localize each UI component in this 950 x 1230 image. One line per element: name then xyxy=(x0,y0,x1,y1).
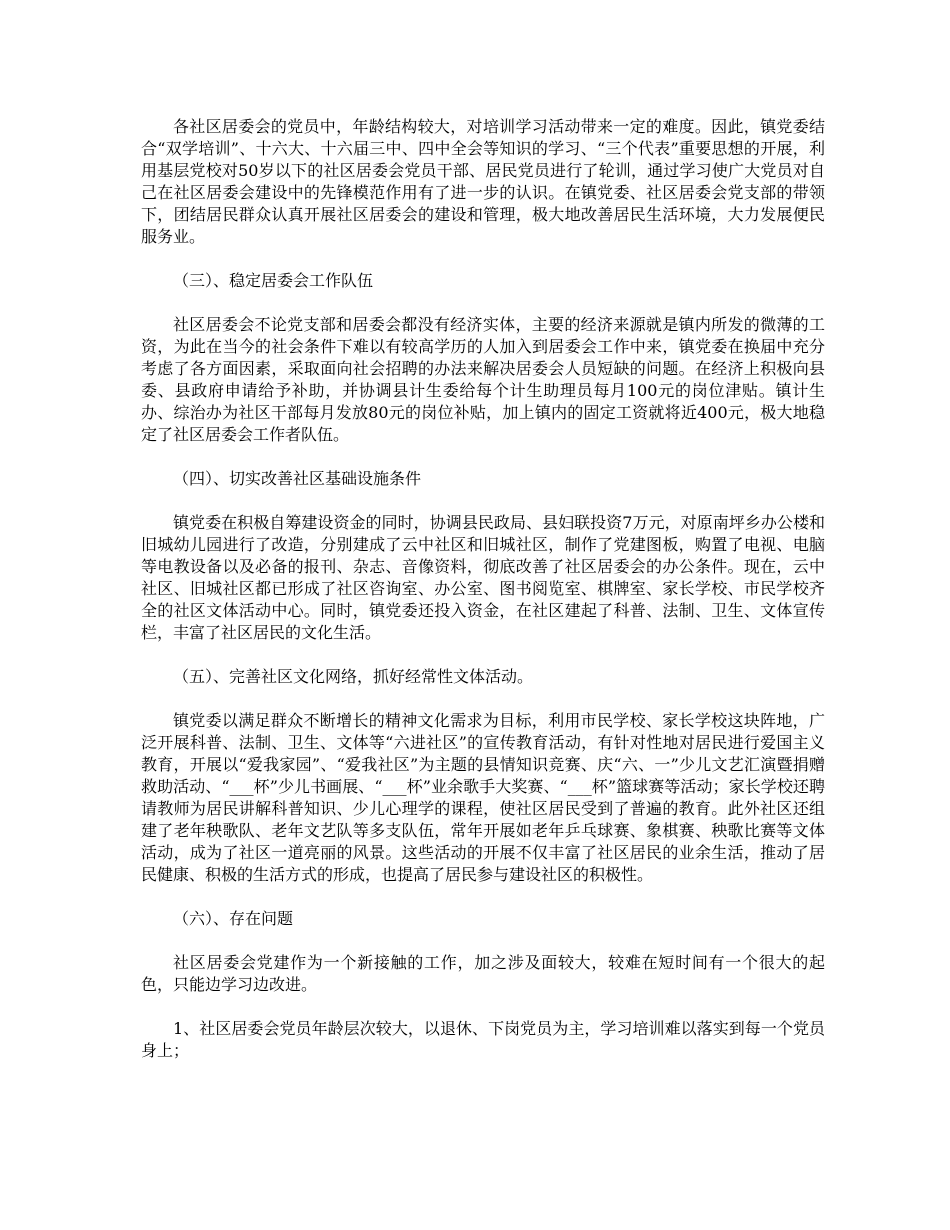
section-heading-stabilize-team: （三）、稳定居委会工作队伍 xyxy=(173,271,374,290)
paragraph-gap xyxy=(141,292,825,314)
paragraph-gap xyxy=(141,930,825,952)
paragraph-culture-network: 镇党委以满足群众不断增长的精神文化需求为目标，利用市民学校、家长学校这块阵地，广泛开展科普、法制、卫生、文体等“六进社区”的宣传教育活动，有针对性地对居民进行爱国主义教育，开展以“爱我家园”、“爱我社区”为主题的县情知识竞赛、庆“六、一”少儿文艺汇演暨捐赠救助活动、“___杯”少儿书画展、“___杯”业余歌手大奖赛、“___杯”篮球赛等活动；家长学校还聘请教师为居民讲解科普知识、少儿心理学的课程，使社区居民受到了普遍的教育。此外社区还组建了老年秧歌队、老年文艺队等多支队伍，常年开展如老年乒乓球赛、象棋赛、秧歌比赛等文体活动，成为了社区一道亮丽的风景。这些活动的开展不仅丰富了社区居民的业余生活，推动了居民健康、积极的生活方式的形成，也提高了居民参与建设社区的积极性。 xyxy=(141,711,825,884)
paragraph-gap xyxy=(141,248,825,270)
paragraph-gap xyxy=(141,446,825,468)
paragraph-gap xyxy=(141,996,825,1018)
paragraph-problems-intro: 社区居委会党建作为一个新接触的工作，加之涉及面较大，较难在短时间有一个很大的起色，只能边学习边改进。 xyxy=(141,953,825,994)
paragraph-gap xyxy=(141,688,825,710)
paragraph-gap xyxy=(141,490,825,512)
paragraph-gap xyxy=(141,886,825,908)
section-heading-culture-network: （五）、完善社区文化网络，抓好经常性文体活动。 xyxy=(173,667,534,686)
paragraph-stabilize-team: 社区居委会不论党支部和居委会都没有经济实体，主要的经济来源就是镇内所发的微薄的工资，为此在当今的社会条件下难以有较高学历的人加入到居委会工作中来，镇党委在换届中充分考虑了各方面因素，采取面向社会招聘的办法来解决居委会人员短缺的问题。在经济上积极向县委、县政府申请给予补助，并协调县计生委给每个计生助理员每月100元的岗位津贴。镇计生办、综治办为社区干部每月发放80元的岗位补贴，加上镇内的固定工资就将近400元，极大地稳定了社区居委会工作者队伍。 xyxy=(141,315,825,444)
paragraph-problem-1: 1、社区居委会党员年龄层次较大，以退休、下岗党员为主，学习培训难以落实到每一个党员身上； xyxy=(141,1019,825,1060)
paragraph-party-member-training: 各社区居委会的党员中，年龄结构较大，对培训学习活动带来一定的难度。因此，镇党委结合“双学培训”、十六大、十六届三中、四中全会等知识的学习、“三个代表”重要思想的开展，利用基层党校对50岁以下的社区居委会党员干部、居民党员进行了轮训，通过学习使广大党员对自己在社区居委会建设中的先锋模范作用有了进一步的认识。在镇党委、社区居委会党支部的带领下，团结居民群众认真开展社区居委会的建设和管理，极大地改善居民生活环境，大力发展便民服务业。 xyxy=(141,117,825,246)
paragraph-infrastructure: 镇党委在积极自筹建设资金的同时，协调县民政局、县妇联投资7万元，对原南坪乡办公楼和旧城幼儿园进行了改造，分别建成了云中社区和旧城社区，制作了党建图板，购置了电视、电脑等电教设备以及必备的报刊、杂志、音像资料，彻底改善了社区居委会的办公条件。现在，云中社区、旧城社区都已形成了社区咨询室、办公室、图书阅览室、棋牌室、家长学校、市民学校齐全的社区文体活动中心。同时，镇党委还投入资金，在社区建起了科普、法制、卫生、文体宣传栏，丰富了社区居民的文化生活。 xyxy=(141,513,825,642)
section-heading-problems: （六）、存在问题 xyxy=(173,909,294,928)
paragraph-gap xyxy=(141,644,825,666)
section-heading-infrastructure: （四）、切实改善社区基础设施条件 xyxy=(173,469,422,488)
